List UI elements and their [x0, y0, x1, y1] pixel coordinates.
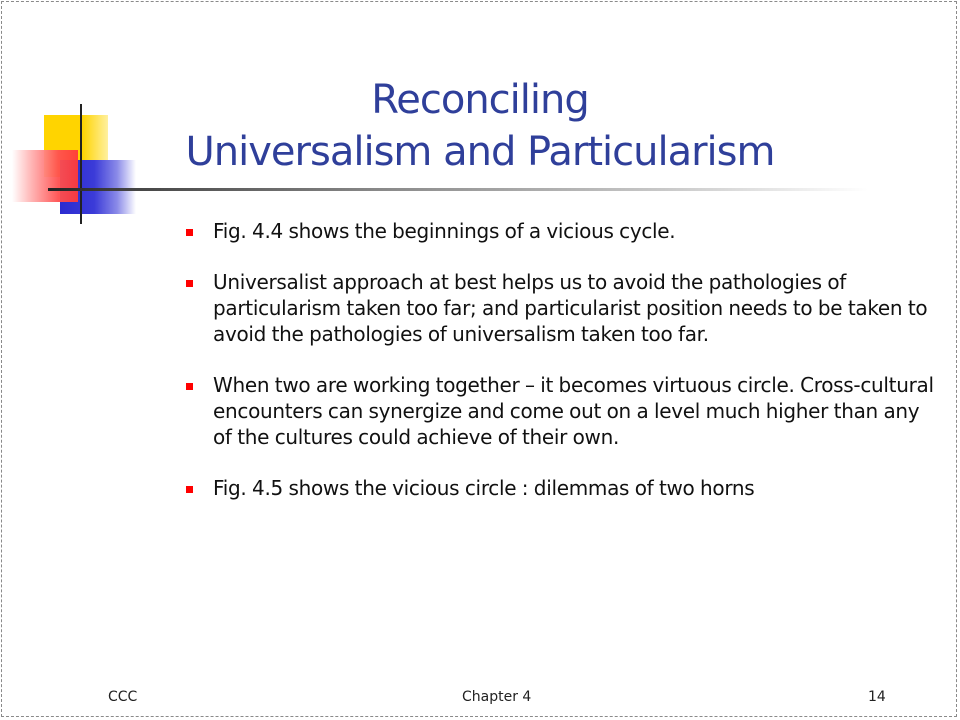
bullet-item: [186, 475, 936, 501]
bullet-square-icon: [186, 280, 193, 287]
bullet-square-icon: [186, 229, 193, 236]
bullet-text: Fig. 4.5 shows the vicious circle : dilemmas of two horns: [213, 476, 755, 500]
bullet-item: [186, 372, 936, 450]
footer-page-number: 14: [868, 689, 886, 705]
slide-title: [150, 74, 810, 178]
bullet-square-icon: [186, 383, 193, 390]
footer-chapter: Chapter 4: [462, 689, 532, 705]
bullet-text: Universalist approach at best helps us to avoid the pathologies of particularism taken too far; and particularist position needs to be taken to avoid the pathologies of universalism taken too far.: [213, 270, 928, 346]
bullet-text: When two are working together – it becomes virtuous circle. Cross-cultural encounters can synergize and come out on a level much higher than any of the cultures could achieve of their own.: [213, 373, 934, 449]
title-line-2: Universalism and Particularism: [185, 129, 775, 175]
title-underline: [48, 188, 868, 191]
footer-left-text: CCC: [108, 689, 138, 705]
decorative-vertical-line: [80, 104, 82, 224]
bullet-item: [186, 218, 936, 244]
decorative-red-square: [12, 150, 78, 202]
bullet-text: Fig. 4.4 shows the beginnings of a vicious cycle.: [213, 219, 676, 243]
bullet-square-icon: [186, 486, 193, 493]
bullet-item: [186, 269, 936, 347]
title-line-1: Reconciling: [371, 77, 589, 123]
bullet-list: [186, 218, 936, 501]
